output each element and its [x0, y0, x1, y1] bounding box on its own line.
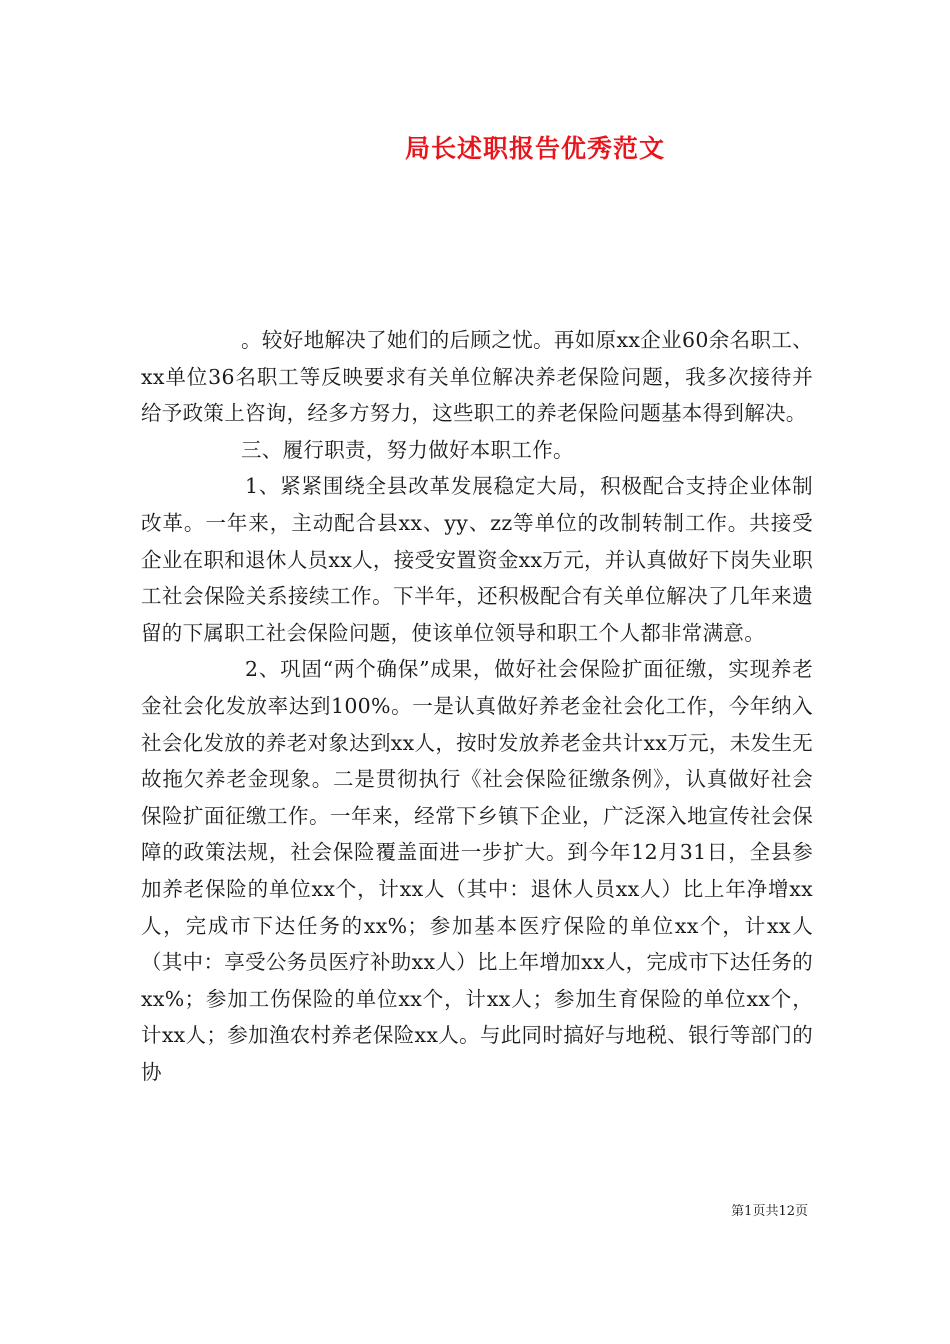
paragraph-1: 。较好地解决了她们的后顾之忧。再如原xx企业60余名职工、xx单位36名职工等反映要求有关单位解决养老保险问题，我多次接待并给予政策上咨询，经多方努力，这些职工的养老保险问题基本得到解决。	[141, 328, 813, 426]
document-body	[141, 322, 813, 1090]
document-title: 局长述职报告优秀范文	[404, 134, 665, 163]
paragraph-4: 2、巩固“两个确保”成果，做好社会保险扩面征缴，实现养老金社会化发放率达到100%。一是认真做好养老金社会化工作，今年纳入社会化发放的养老对象达到xx人，按时发放养老金共计xx万元，未发生无故拖欠养老金现象。二是贯彻执行《社会保险征缴条例》，认真做好社会保险扩面征缴工作。一年来，经常下乡镇下企业，广泛深入地宣传社会保障的政策法规，社会保险覆盖面进一步扩大。到今年12月31日，全县参加养老保险的单位xx个，计xx人（其中：退休人员xx人）比上年净增xx人，完成市下达任务的xx%；参加基本医疗保险的单位xx个，计xx人（其中：享受公务员医疗补助xx人）比上年增加xx人，完成市下达任务的xx%；参加工伤保险的单位xx个，计xx人；参加生育保险的单位xx个，计xx人；参加渔农村养老保险xx人。与此同时搞好与地税、银行等部门的协	[141, 657, 813, 1084]
page-number: 第1页共12页	[731, 1204, 808, 1219]
paragraph-2-section-heading: 三、履行职责，努力做好本职工作。	[241, 437, 574, 462]
paragraph-3: 1、紧紧围绕全县改革发展稳定大局，积极配合支持企业体制改革。一年来，主动配合县xx、yy、zz等单位的改制转制工作。共接受企业在职和退休人员xx人，接受安置资金xx万元，并认真做好下岗失业职工社会保险关系接续工作。下半年，还积极配合有关单位解决了几年来遗留的下属职工社会保险问题，使该单位领导和职工个人都非常满意。	[141, 474, 813, 645]
